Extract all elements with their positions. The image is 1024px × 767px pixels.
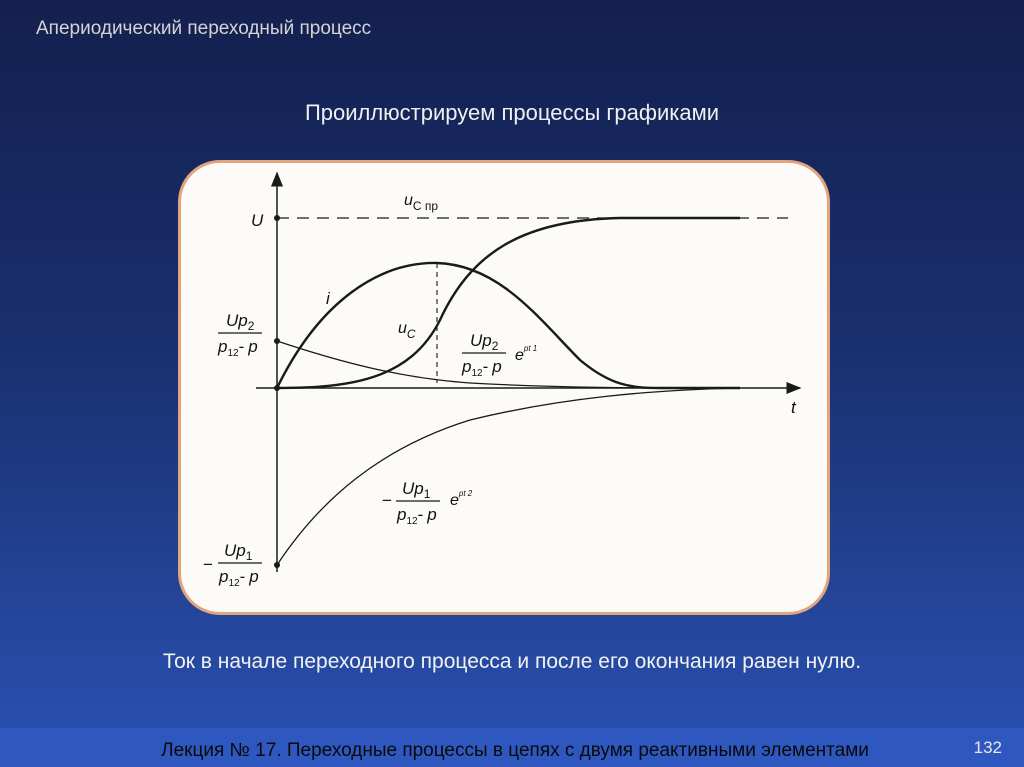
page-number: 132: [973, 738, 1002, 757]
diagram-panel: [178, 160, 830, 615]
y-dot-up1: [274, 562, 280, 568]
exp-pt2-curve: [277, 388, 740, 565]
transient-process-diagram: [178, 160, 830, 615]
slide-header-title: Апериодический переходный процесс: [36, 18, 372, 39]
svg-text:p12-p: $p_{12}-$ p: [397, 505, 437, 527]
y-dot-u: [274, 215, 280, 221]
svg-text:Up1: $Up_1$: [224, 541, 253, 563]
axis-y-label: U: [251, 211, 264, 230]
svg-text:−: −: [382, 491, 392, 510]
frac-up2-left: [217, 311, 262, 359]
svg-text:Up2: $Up_2$: [226, 311, 255, 333]
svg-text:p12-p: $p_{12}-$ p: [462, 357, 502, 379]
svg-text:Up1: $Up_1$: [402, 479, 431, 501]
uc-steady-label: $u_{C пр}$: [404, 192, 439, 213]
uc-label: $u_C$: [398, 320, 416, 341]
svg-text:p12-p: $p_{12}-$ p: [218, 337, 258, 359]
svg-text:Up2: $Up_2$: [470, 331, 499, 353]
svg-text:−: −: [203, 555, 213, 574]
current-i-label: i: [326, 289, 330, 308]
axis-x-label: t: [791, 398, 796, 417]
origin-dot: [274, 385, 280, 391]
current-i-curve: [277, 263, 740, 388]
svg-text:ept 1: $e^{pt 1}$: [515, 344, 538, 364]
svg-text:ept 2: $e^{pt 2}$: [450, 489, 473, 509]
frac-up2-mid: [461, 331, 537, 379]
footer-lecture-title: Лекция № 17. Переходные процессы в цепях с двумя реактивными элементами: [161, 740, 869, 761]
slide-caption: Ток в начале переходного процесса и после его окончания равен нулю.: [162, 650, 862, 673]
frac-up1-mid: [382, 479, 473, 527]
y-dot-up2: [274, 338, 280, 344]
slide-subtitle: Проиллюстрируем процессы графиками: [304, 100, 720, 125]
frac-up1-left: [203, 541, 262, 589]
exp-pt1-curve: [277, 341, 740, 388]
svg-text:p12-p: $p_{12}-$ p: [219, 567, 259, 589]
